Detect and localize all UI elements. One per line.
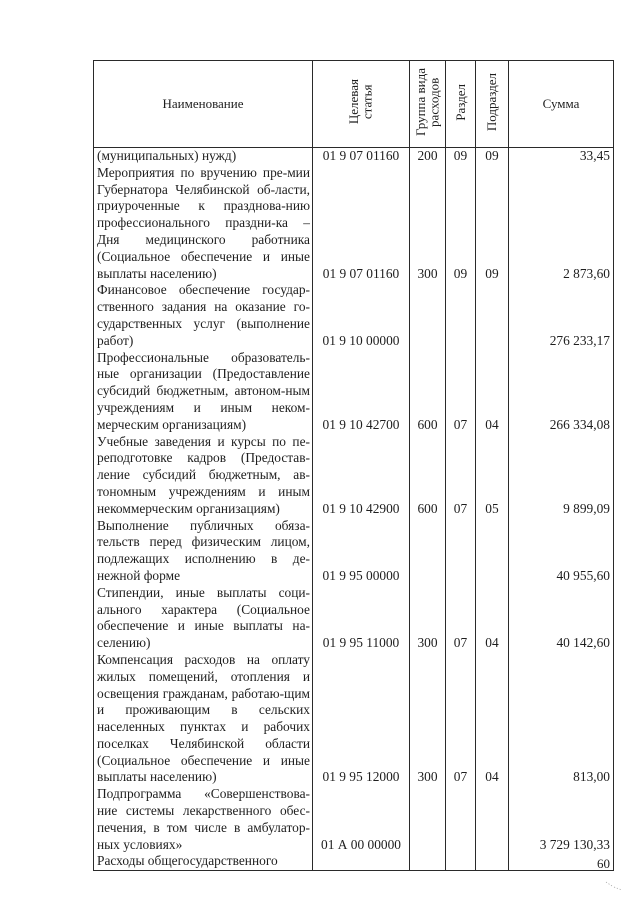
page-number: 60	[597, 856, 610, 871]
row-group	[410, 282, 446, 349]
row-target: 01 9 07 01160	[313, 165, 410, 283]
row-subsection: 04	[476, 350, 509, 434]
header-name: Наименование	[94, 61, 313, 148]
row-subsection	[476, 518, 509, 585]
table-header-row	[94, 61, 614, 148]
row-name: Учебные заведения и курсы по пе-реподготовке кадров (Предостав-ление субсидий бюджетным, ав-тономным учреждениям и иным некоммерческим организациям)	[94, 434, 313, 518]
table-row	[94, 585, 614, 652]
row-name: Компенсация расходов на оплату жилых помещений, отопления и освещения гражданам, работаю-щим и проживающим в сельских населенных пунктах и рабочих поселках Челябинской области (Социальное обеспечение и иные выплаты населению)	[94, 652, 313, 786]
row-sum: 266 334,08	[509, 350, 614, 434]
row-group: 600	[410, 350, 446, 434]
row-sum: 813,00	[509, 652, 614, 786]
row-target: 01 9 10 00000	[313, 282, 410, 349]
table-row	[94, 652, 614, 786]
table-row	[94, 165, 614, 283]
table-row	[94, 518, 614, 585]
row-group: 300	[410, 165, 446, 283]
row-name: Финансовое обеспечение государ-ственного задания на оказание го-сударственных услуг (выполнение работ)	[94, 282, 313, 349]
row-group: 600	[410, 434, 446, 518]
row-subsection: 09	[476, 148, 509, 165]
row-name: Выполнение публичных обяза-тельств перед физическим лицом, подлежащих исполнению в де-нежной форме	[94, 518, 313, 585]
row-group	[410, 786, 446, 853]
header-subsection	[476, 61, 509, 148]
table-row	[94, 434, 614, 518]
row-section: 07	[446, 652, 476, 786]
row-section: 09	[446, 148, 476, 165]
row-sum: 9 899,09	[509, 434, 614, 518]
row-name: Стипендии, иные выплаты соци-ального характера (Социальное обеспечение и иные выплаты на-селению)	[94, 585, 313, 652]
row-target: 01 9 95 12000	[313, 652, 410, 786]
row-section: 07	[446, 434, 476, 518]
header-section	[446, 61, 476, 148]
row-subsection: 04	[476, 652, 509, 786]
row-group	[410, 853, 446, 870]
row-section	[446, 786, 476, 853]
row-sum: 40 142,60	[509, 585, 614, 652]
row-name: Мероприятия по вручению пре-мии Губернатора Челябинской об-ласти, приуроченные к празднова-нию профессионального праздни-ка – Дня медицинского работника (Социальное обеспечение и иные выплаты населению)	[94, 165, 313, 283]
header-group-label: Группа вида расходов	[412, 68, 442, 136]
row-section	[446, 518, 476, 585]
row-section	[446, 282, 476, 349]
row-subsection: 05	[476, 434, 509, 518]
row-target: 01 9 10 42900	[313, 434, 410, 518]
header-section-label: Раздел	[452, 83, 468, 121]
header-target	[313, 61, 410, 148]
row-target: 01 А 00 00000	[313, 786, 410, 853]
row-subsection	[476, 786, 509, 853]
header-subsection-label: Подраздел	[484, 72, 500, 132]
table-row	[94, 350, 614, 434]
row-name: Расходы общегосударственного	[94, 853, 313, 870]
row-group: 300	[410, 652, 446, 786]
row-target: 01 9 07 01160	[313, 148, 410, 165]
scan-artifact	[604, 880, 624, 892]
row-subsection: 04	[476, 585, 509, 652]
row-section: 07	[446, 350, 476, 434]
row-group: 300	[410, 585, 446, 652]
row-group	[410, 518, 446, 585]
table-row	[94, 148, 614, 165]
row-name: Профессиональные образователь-ные организации (Предоставление субсидий бюджетным, автоном-ным учреждениям и иным неком-мерческим организациям)	[94, 350, 313, 434]
row-target: 01 9 95 11000	[313, 585, 410, 652]
table-row	[94, 786, 614, 853]
row-subsection: 09	[476, 165, 509, 283]
header-target-label: Целевая статья	[346, 79, 375, 125]
row-name: Подпрограмма «Совершенствова-ние системы лекарственного обес-печения, в том числе в амбулатор-ных условиях»	[94, 786, 313, 853]
row-group: 200	[410, 148, 446, 165]
row-sum: 3 729 130,33	[509, 786, 614, 853]
row-target: 01 9 95 00000	[313, 518, 410, 585]
budget-table	[93, 60, 614, 871]
row-target	[313, 853, 410, 870]
row-section	[446, 853, 476, 870]
header-sum: Сумма	[509, 61, 614, 148]
row-subsection	[476, 853, 509, 870]
row-section: 09	[446, 165, 476, 283]
row-subsection	[476, 282, 509, 349]
table-row	[94, 853, 614, 870]
row-sum: 2 873,60	[509, 165, 614, 283]
header-group	[410, 61, 446, 148]
row-section: 07	[446, 585, 476, 652]
row-name: (муниципальных) нужд)	[94, 148, 313, 165]
row-sum: 276 233,17	[509, 282, 614, 349]
row-target: 01 9 10 42700	[313, 350, 410, 434]
table-row	[94, 282, 614, 349]
row-sum: 33,45	[509, 148, 614, 165]
row-sum: 40 955,60	[509, 518, 614, 585]
